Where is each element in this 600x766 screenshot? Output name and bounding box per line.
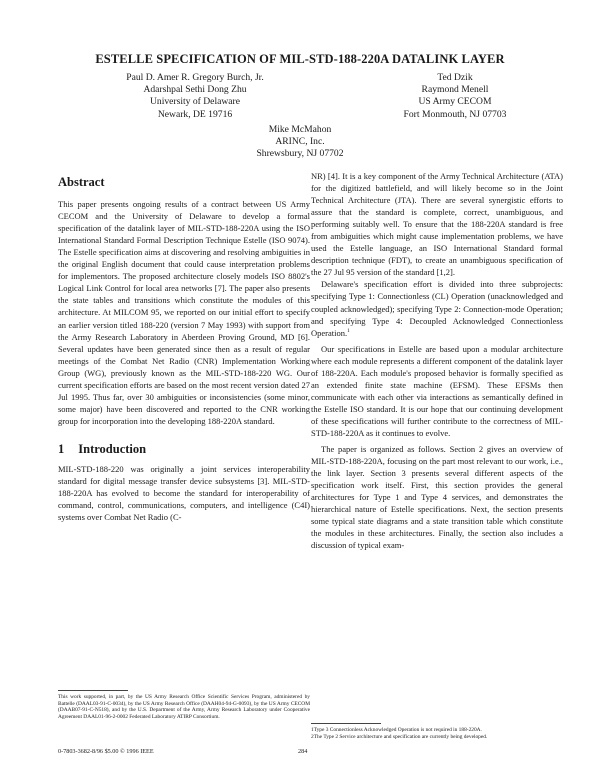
abstract-heading: Abstract: [58, 175, 105, 189]
right-column: [311, 170, 563, 551]
abstract-text: This paper presents ongoing results of a contract between US Army CECOM and the University of Delaware to develop a formal specification of the datalink layer of MIL-STD-188-220A using the ISO International Standard Formal Description Technique Estelle (ISO 9074). The Estelle specification aims at discovering and resolving ambiguities in the original English document that could cause interpretation problems for implementors. The proposed architecture closely models ISO 8802's Logical Link Control for local area networks [7]. The paper also presents the state tables and transitions which constitute the modules of this architecture. At MILCOM 95, we reported on our initial effort to specify an earlier version titled 188-220 (version 7 May 1993) with support from the Army Research Laboratory in Aberdeen Proving Ground, MD [6]. Several updates have been generated since then as a result of regular meetings of the Combat Net Radio (CNR) Implementation Working Group (WG), previously known as the MIL-STD-188-220 WG. Our current specification efforts are based on the most recent version dated 27 Jul 1995. Thus far, over 30 ambiguities or inconsistencies (some minor, some major) have been discovered and reported to the CNR working group for incorporation into the developing 188-220A standard.: [58, 199, 310, 426]
footnote-rule: [58, 690, 128, 691]
author-affiliation: ARINC, Inc.: [275, 136, 325, 148]
section-title: Introduction: [78, 441, 147, 456]
body-paragraph: NR) [4]. It is a key component of the Army Technical Architecture (ATA) for the digitized battlefield, and will likely become so in the Joint Technical Architecture (JTA). There are several synergistic efforts to assure that the standard is complete, correct, unambiguous, and performing suitably well. To ensure that the 188-220A standard is free from ambiguities which might cause implementation problems, we have used the Estelle language, an ISO International Standard formal description technique (FDT), to create an unambiguous specification of the 27 Jul 95 version of the standard [1,2].: [311, 171, 563, 278]
author-line: Adarshpal Sethi Dong Zhu: [143, 84, 247, 96]
author-address: Newark, DE 19716: [157, 108, 233, 120]
authors-right: [355, 72, 555, 121]
author-affiliation: US Army CECOM: [418, 96, 492, 108]
body-paragraph: The paper is organized as follows. Section 2 gives an overview of MIL-STD-188-220A, focusing on the part most relevant to our work, i.e., the link layer. Section 3 presents several different aspects of the specification work itself. First, this section provides the general architectures for Type 1 and Type 4 services, and demonstrates the hierarchical nature of Estelle specifications. Next, the section presents some typical state diagrams and a state transition table which constitute the modules in these architectures. Finally, the section also includes a discussion of typical exam-: [311, 444, 563, 551]
left-column: [58, 170, 310, 523]
section-number: 1: [58, 441, 65, 456]
footnote-mark: 1: [347, 327, 350, 334]
author-line: Mike McMahon: [268, 124, 332, 135]
footnotes-right: [311, 723, 563, 740]
body-paragraph: Our specifications in Estelle are based upon a modular architecture where each module represents a different component of the datalink layer of 188-220A. Each module's proposed behavior is formally specified as an extended finite state machine (EFSM). These EFSMs then communicate with each other via interactions as semantically defined in the Estelle ISO standard. It is our hope that our continuing development of these specifications will further contribute to the correctness of MIL-STD-188-220A as it continues to evolve.: [311, 343, 563, 438]
footnote: 1Type 3 Connectionless Acknowledged Operation is not required in 188-220A.: [311, 727, 482, 733]
author-affiliation: University of Delaware: [149, 96, 241, 108]
body-paragraph: [311, 278, 563, 338]
footnotes-left: [58, 690, 310, 720]
author-line: Paul D. Amer R. Gregory Burch, Jr.: [126, 72, 264, 83]
intro-heading: [58, 443, 310, 455]
funding-footnote: This work supported, in part, by the US Army Research Office Scientific Services Program, administered by Battelle (DAAL03-91-C-0034), by the US Army Research Office (DAAH04-94-G-0093), by the US Army CECOM (DAAB07-91-C-N518), and by the U.S. Department of the Army, Army Research Laboratory under Cooperative Agreement DAAL01-96-2-0002 Federated Laboratory ATIRP Consortium.: [58, 694, 310, 720]
paper-title: ESTELLE SPECIFICATION OF MIL-STD-188-220A DATALINK LAYER: [95, 52, 505, 66]
footnote-rule: [311, 723, 381, 724]
author-line: Raymond Menell: [421, 84, 489, 96]
isbn-line: 0-7803-3682-8/96 $5.00 © 1996 IEEE: [58, 748, 154, 755]
paragraph-text: Delaware's specification effort is divided into three subprojects: specifying Type 1: Connectionless (CL) Operation (unacknowledged and coupled acknowledged); specifying Type 2: Connection-mode Operation; and specifying Type 4: Decoupled Acknowledged Connectionless Operation.: [311, 279, 563, 338]
author-line: Ted Dzik: [437, 72, 473, 83]
footnote: 2The Type 2 Service architecture and specification are currently being developed.: [311, 733, 488, 740]
page-number: 284: [298, 748, 308, 755]
authors-center: [200, 124, 400, 161]
author-address: Shrewsbury, NJ 07702: [256, 148, 344, 160]
authors-left: [80, 72, 310, 121]
intro-text: MIL-STD-188-220 was originally a joint services interoperability standard for digital message transfer device subsystems [3]. MIL-STD-188-220A has evolved to become the standard for interoperability of command, control, communications, computers, and intelligence (C4I) systems over Combat Net Radio (C-: [58, 463, 310, 523]
author-address: Fort Monmouth, NJ 07703: [403, 108, 507, 120]
